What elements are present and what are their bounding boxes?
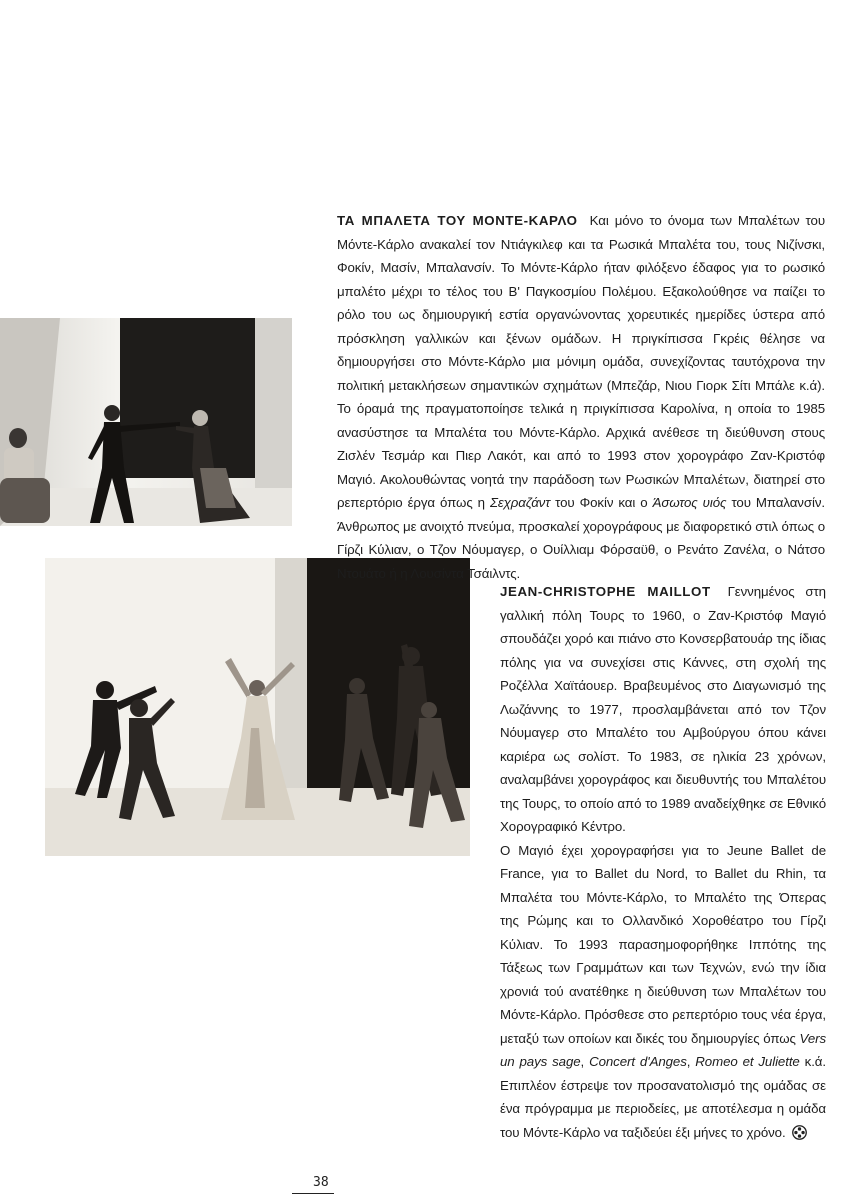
work-title: Concert d'Anges xyxy=(589,1054,687,1069)
article-paragraph xyxy=(500,580,826,839)
article-heading: ΤΑ ΜΠΑΛΕΤΑ ΤΟΥ ΜΟΝΤΕ-ΚΑΡΛΟ xyxy=(337,213,578,228)
footer-rule xyxy=(292,1193,334,1194)
work-title: Σεχραζάντ xyxy=(490,495,551,510)
article-paragraph: Ο Μαγιό έχει χορογραφήσει για το Jeune Ballet de France, για το Ballet du Nord, το Ballet du Rhin, τα Μπαλέτα του Μόντε-Κάρλο, το Μπαλέτο της Όπερας της Ρώμης και το Ολλανδικό Χοροθέατρο του Γίρζι Κύλιαν. Το 1993 παρασημοφορήθηκε Ιππότης της Τάξεως των Γραμμάτων και των Τεχνών, ενώ την ίδια χρονιά τού ανατέθηκε η διεύθυνση των Μπαλέτων του Μόντε-Κάρλο. Πρόσθεσε στο ρεπερτόριο τους νέα έργα, μεταξύ των οποίων και δικές του δημιουργίες όπως Vers un pays sage, Concert d'Anges, Romeo et Juliette κ.ά. Επιπλέον έστρεψε τον προσανατολισμό της ομάδας σε ένα πρόγραμμα με περιοδείες, με αποτέλεσμα η ομάδα του Μόντε-Κάρλο να ταξιδεύει έξι μήνες το χρόνο. xyxy=(500,839,826,1148)
article-text: του Μπαλανσίν. Άνθρωπος με ανοιχτό πνεύμα, προσκαλεί χορογράφους με διαφορετικό στιλ όπως ο Γίρζι Κύλιαν, ο Τζον Νόυμαγερ, ο Ουίλλιαμ Φόρσαϋθ, ο Ρενάτο Ζανέλα, ο Νάτσο Ντουάτο ή η Λουσίντα Τσάιλντς. xyxy=(337,495,825,581)
article-jean-christophe-maillot xyxy=(500,580,826,1147)
article-heading: JEAN-CHRISTOPHE MAILLOT xyxy=(500,584,711,599)
article-text: Και μόνο το όνομα των Μπαλέτων του Μόντε-Κάρλο ανακαλεί τον Ντιάγκιλεφ και τα Ρωσικά Μπαλέτα του, τους Νιζίνσκι, Φοκίν, Μασίν, Μπαλανσίν. Το Μόντε-Κάρλο ήταν φιλόξενο έδαφος για το ρωσικό μπαλέτο μέχρι το τέλος του Β' Παγκοσμίου Πολέμου. Εξακολούθησε να παίζει το ρόλο του ως δημιουργική εστία οργανώνοντας χορευτικές ημερίδες ύστερα από πρόσκληση γαλλικών και ξένων ομάδων. Η πριγκίπισσα Γκρέις θέλησε να δημιουργήσει στο Μόντε-Κάρλο μια μόνιμη ομάδα, συνεχίζοντας ταυτόχρονα την πολιτική μετακλήσεων σημαντικών σχημάτων (Μπεζάρ, Νιου Γιορκ Σίτι Μπάλε κ.ά). Το όραμά της πραγματοποίησε τελικά η πριγκίπισσα Καρολίνα, η οποία το 1985 ανασύστησε τα Μπαλέτα του Μόντε-Κάρλο. Αρχικά ανέθεσε τη διεύθυνση στους Ζισλέν Τεσμάρ και Πιερ Λακότ, και από το 1993 στον χορογράφο Ζαν-Κριστόφ Μαγιό. Ακολουθώντας νοητά την παράδοση των Ρωσικών Μπαλέτων, διατηρεί στο ρεπερτόριο έργα όπως η xyxy=(337,213,825,510)
work-title: Άσωτος υιός xyxy=(652,495,727,510)
article-text: κ.ά. Επιπλέον έστρεψε τον προσανατολισμό της ομάδας σε ένα πρόγραμμα με περιοδείες, με αποτέλεσμα η ομάδα του Μόντε-Κάρλο να ταξιδεύει έξι μήνες το χρόνο. xyxy=(500,1054,826,1140)
work-title: Vers un pays sage xyxy=(500,1030,826,1069)
article-text: Ο Μαγιό έχει χορογραφήσει για το Jeune Ballet de France, για το Ballet du Nord, το Ballet du Rhin, τα Μπαλέτα του Μόντε-Κάρλο, το Μπαλέτο της Όπερας της Ρώμης και το Ολλανδικό Χοροθέατρο του Γίρζι Κύλιαν. Το 1993 παρασημοφορήθηκε Ιππότης της Τάξεως των Γραμμάτων και των Τεχνών, ενώ την ίδια χρονιά τού ανατέθηκε η διεύθυνση των Μπαλέτων του Μόντε-Κάρλο. Πρόσθεσε στο ρεπερτόριο τους νέα έργα, μεταξύ των οποίων και δικές του δημιουργίες όπως xyxy=(500,842,826,1046)
work-title: Romeo et Juliette xyxy=(695,1054,800,1069)
article-body xyxy=(337,209,825,585)
ballet-photo-ensemble xyxy=(45,558,470,856)
ballet-photo-stage-duet xyxy=(0,318,292,526)
article-text: του Φοκίν και ο xyxy=(555,495,648,510)
article-text: Γεννημένος στη γαλλική πόλη Τουρς το 1960, ο Ζαν-Κριστόφ Μαγιό σπουδάζει χορό και πιάνο στο Κονσερβατουάρ της ίδιας πόλης για να συνεχίσει στις Κάννες, στη σχολή της Ροζέλλα Χαϊτάουερ. Βραβευμένος στο Διαγωνισμό της Λωζάννης το 1977, προσλαμβάνεται από τον Τζον Νόυμαγερ στο Μπαλέτο του Αμβούργου όπου κάνει καριέρα ως σολίστ. Το 1983, σε ηλικία 23 χρόνων, αναλαμβάνει χορογράφος και διευθυντής του Μπαλέτου της Τουρς, το οποίο από το 1989 αναδείχθηκε σε Εθνικό Χορογραφικό Κέντρο. xyxy=(500,584,826,834)
article-monte-carlo-ballets xyxy=(337,209,825,585)
flower-ornament-icon xyxy=(792,1124,807,1148)
page-number: 38 xyxy=(313,1175,329,1190)
